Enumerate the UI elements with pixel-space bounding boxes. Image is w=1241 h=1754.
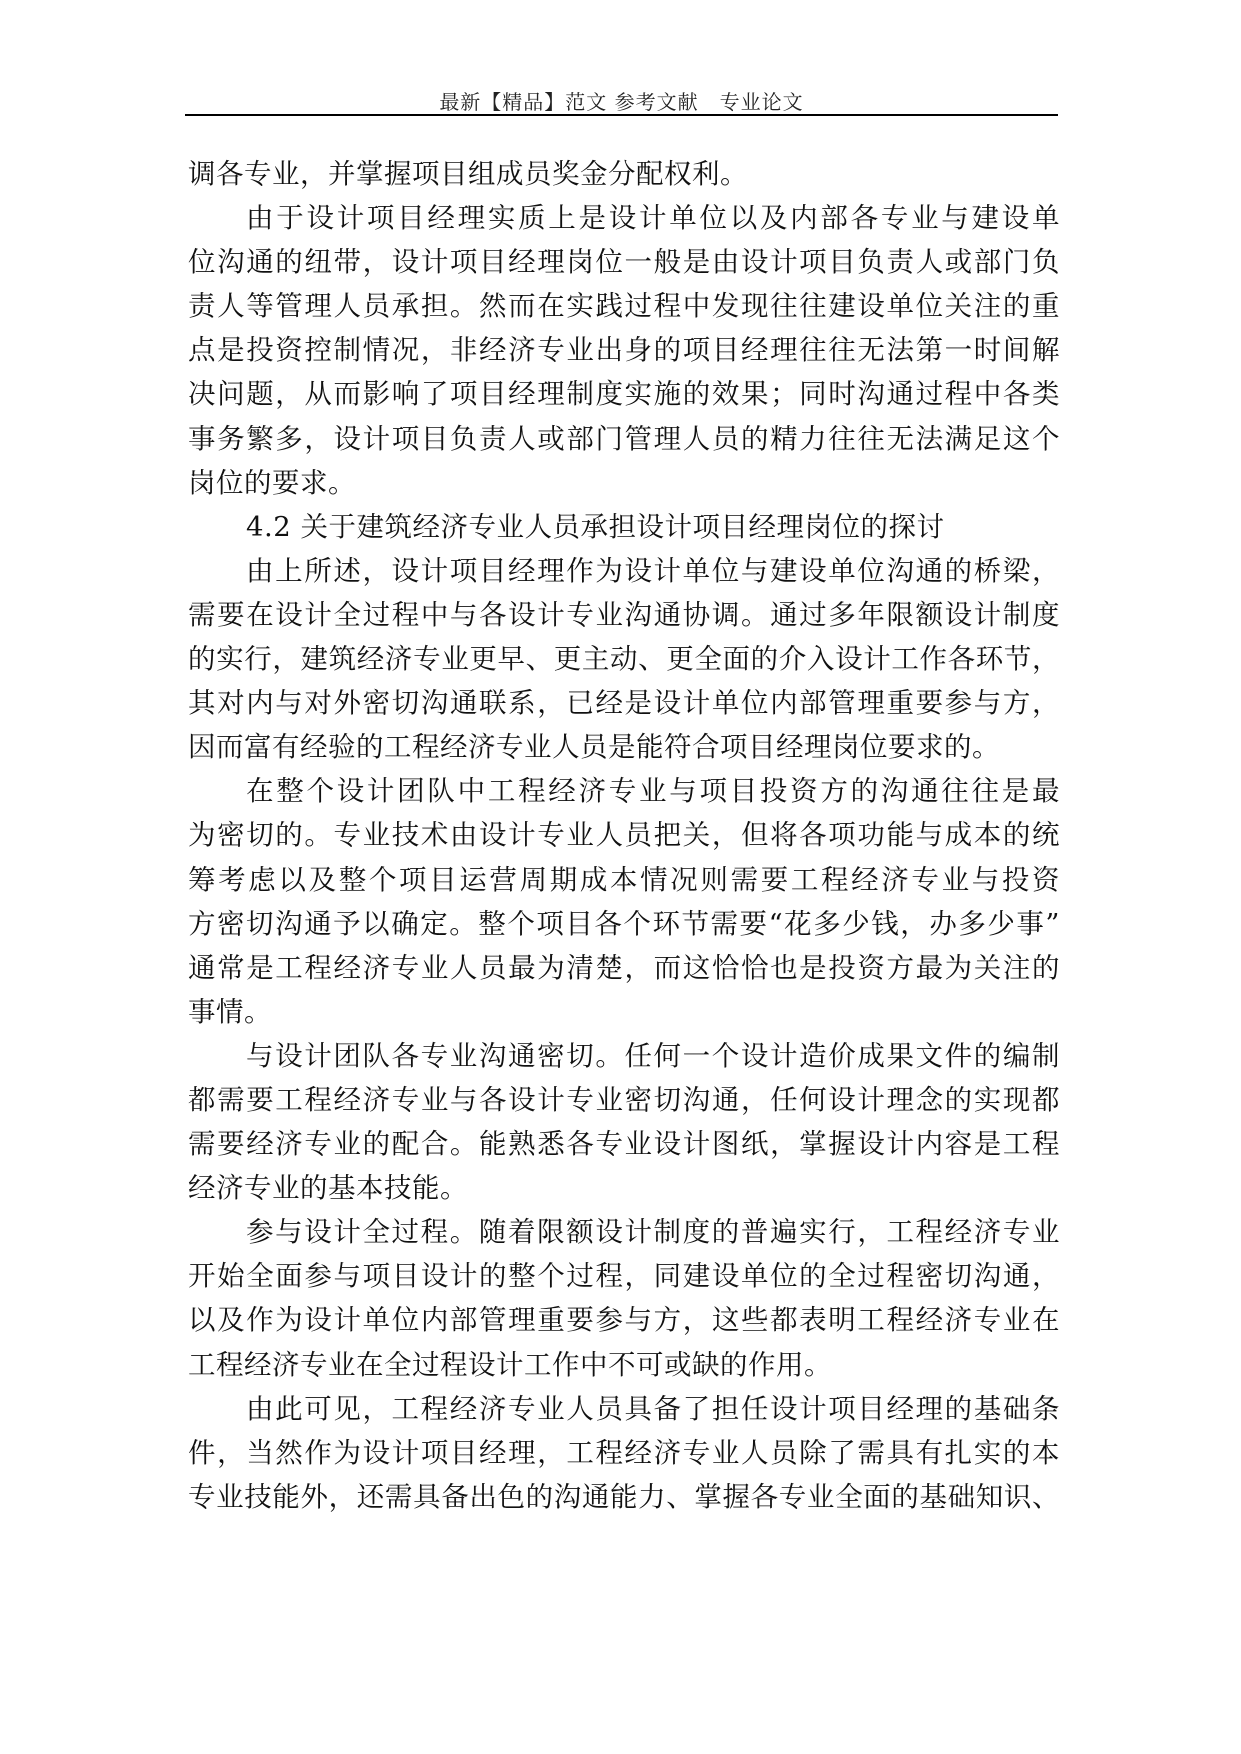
text-line: 都需要工程经济专业与各设计专业密切沟通，任何设计理念的实现都 (188, 1083, 1060, 1116)
text-line: 其对内与对外密切沟通联系，已经是设计单位内部管理重要参与方， (188, 687, 1060, 720)
text-line: 工程经济专业在全过程设计工作中不可或缺的作用。 (188, 1348, 832, 1381)
text-line: 以及作为设计单位内部管理重要参与方，这些都表明工程经济专业在 (188, 1304, 1060, 1337)
text-line: 由此可见，工程经济专业人员具备了担任设计项目经理的基础条 (246, 1392, 1060, 1425)
text-line: 经济专业的基本技能。 (188, 1172, 468, 1205)
text-line: 点是投资控制情况，非经济专业出身的项目经理往往无法第一时间解 (188, 334, 1060, 367)
text-line: 责人等管理人员承担。然而在实践过程中发现往往建设单位关注的重 (188, 290, 1060, 323)
text-line: 的实行，建筑经济专业更早、更主动、更全面的介入设计工作各环节， (188, 643, 1060, 676)
text-line: 件，当然作为设计项目经理，工程经济专业人员除了需具有扎实的本 (188, 1436, 1060, 1469)
header-rule (185, 114, 1058, 116)
text-line: 与设计团队各专业沟通密切。任何一个设计造价成果文件的编制 (246, 1039, 1060, 1072)
text-line: 4.2 关于建筑经济专业人员承担设计项目经理岗位的探讨 (246, 510, 945, 543)
text-line: 开始全面参与项目设计的整个过程，同建设单位的全过程密切沟通， (188, 1260, 1060, 1293)
text-line: 由上所述，设计项目经理作为设计单位与建设单位沟通的桥梁， (246, 554, 1060, 587)
text-line: 事情。 (188, 995, 272, 1028)
text-line: 调各专业，并掌握项目组成员奖金分配权利。 (188, 158, 748, 190)
text-line: 事务繁多，设计项目负责人或部门管理人员的精力往往无法满足这个 (188, 422, 1060, 455)
text-line: 专业技能外，还需具备出色的沟通能力、掌握各专业全面的基础知识、 (188, 1480, 1060, 1513)
text-line: 为密切的。专业技术由设计专业人员把关，但将各项功能与成本的统 (188, 819, 1060, 852)
text-line: 需要在设计全过程中与各设计专业沟通协调。通过多年限额设计制度 (188, 598, 1060, 631)
text-line: 方密切沟通予以确定。整个项目各个环节需要“花多少钱，办多少事” (188, 907, 1060, 940)
body-text (188, 152, 1060, 1519)
text-line: 决问题，从而影响了项目经理制度实施的效果；同时沟通过程中各类 (188, 378, 1060, 411)
text-line: 岗位的要求。 (188, 466, 356, 499)
text-line: 筹考虑以及整个项目运营周期成本情况则需要工程经济专业与投资 (188, 863, 1060, 896)
text-line: 在整个设计团队中工程经济专业与项目投资方的沟通往往是最 (246, 775, 1060, 808)
text-line: 参与设计全过程。随着限额设计制度的普遍实行，工程经济专业 (246, 1216, 1060, 1249)
text-line: 需要经济专业的配合。能熟悉各专业设计图纸，掌握设计内容是工程 (188, 1128, 1060, 1161)
running-header: 最新【精品】范文 参考文献 专业论文 (439, 90, 804, 114)
text-line: 由于设计项目经理实质上是设计单位以及内部各专业与建设单 (246, 202, 1060, 235)
text-line: 通常是工程经济专业人员最为清楚，而这恰恰也是投资方最为关注的 (188, 951, 1060, 984)
text-line: 位沟通的纽带，设计项目经理岗位一般是由设计项目负责人或部门负 (188, 246, 1060, 279)
text-line: 因而富有经验的工程经济专业人员是能符合项目经理岗位要求的。 (188, 731, 1000, 764)
